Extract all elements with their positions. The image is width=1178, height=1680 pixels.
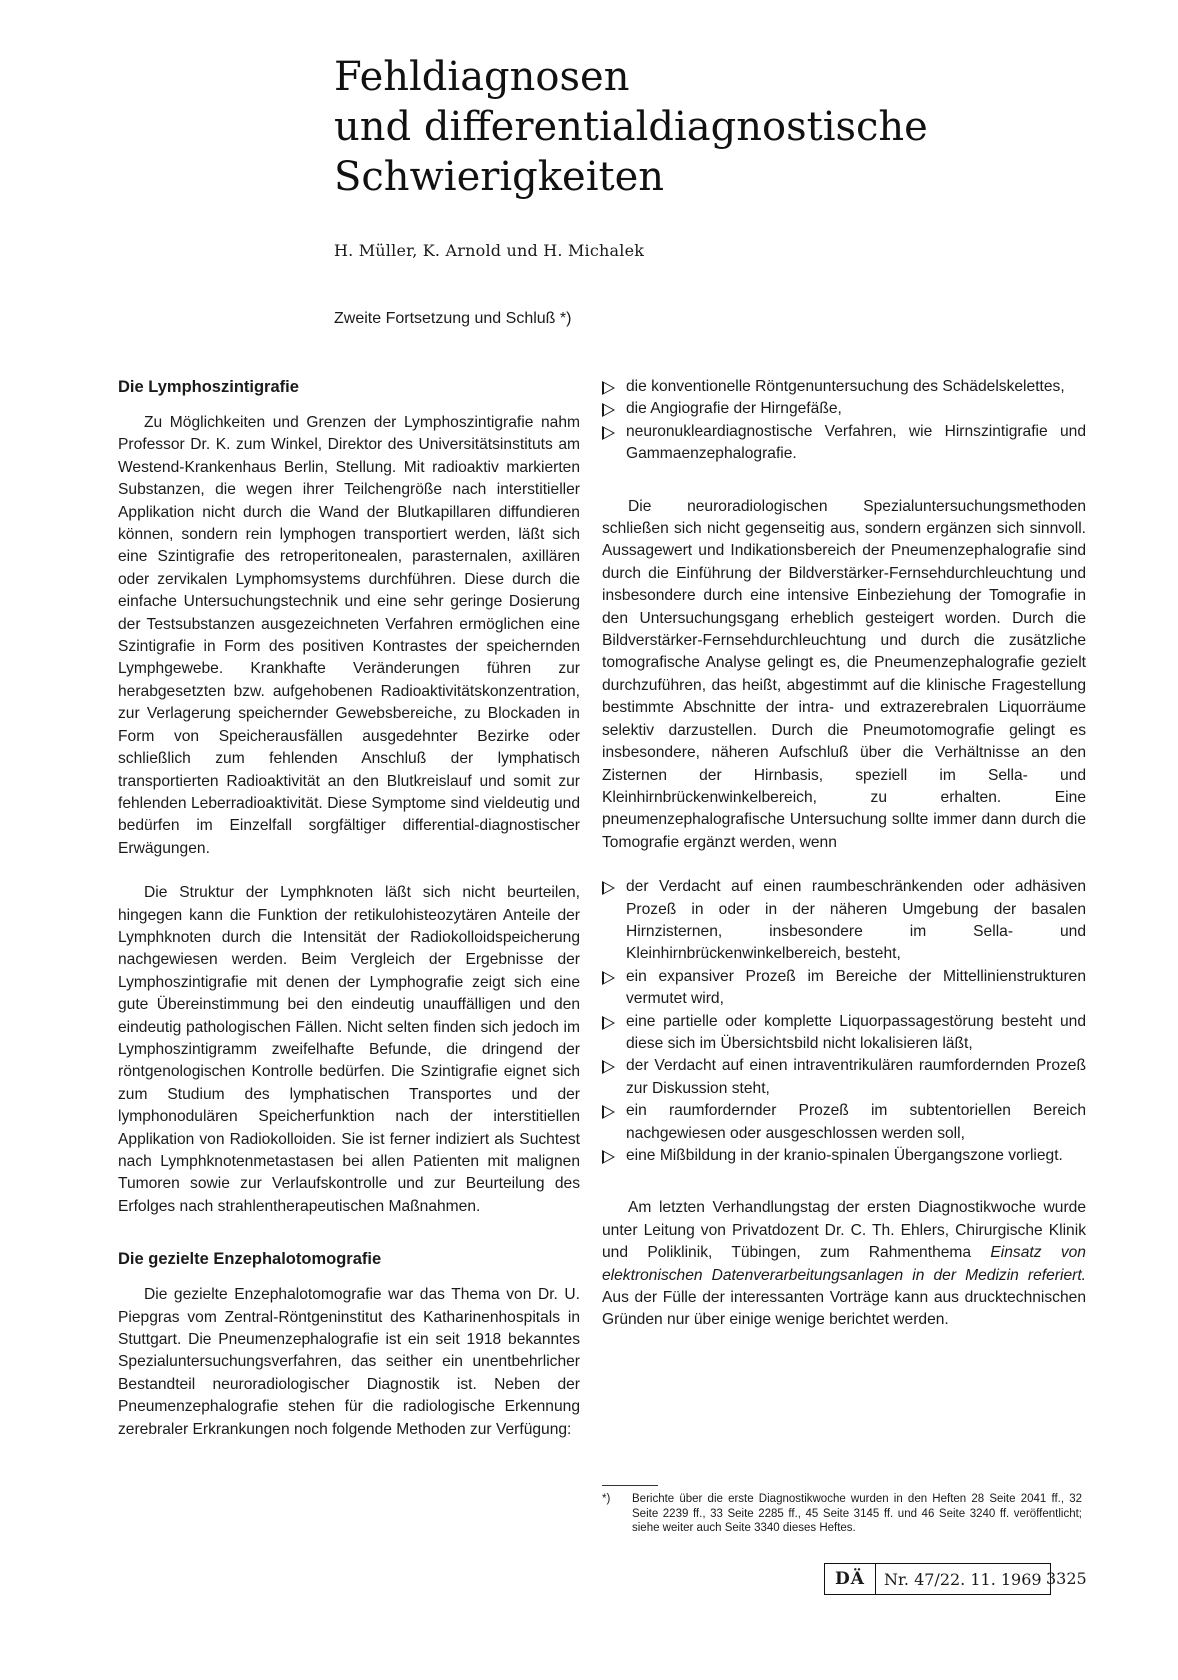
section-heading-lymphoszintigrafie: Die Lymphoszintigrafie (118, 378, 299, 396)
paragraph: Die neuroradiologischen Spezialuntersuchungsmethoden schließen sich nicht gegenseitig aus, sondern ergänzen sich sinnvoll. Aussagewert und Indikationsbereich der Pneumenzephalografie sind durch die Einführung der Bildverstärker-Fernsehdurchleuchtung und insbesondere durch eine intensive Einbeziehung der Tomografie in den Untersuchungsgang erheblich gesteigert worden. Durch die Bildverstärker-Fernsehdurchleuchtung und durch die zusätzliche tomografische Analyse gelingt es, die Pneumenzephalografie gezielt durchzuführen, das heißt, abgestimmt auf die klinische Fragestellung bestimmte Abschnitte der intra- und extrazerebralen Liquorräume selektiv darzustellen. Durch die Pneumotomografie gelingt es insbesondere, näheren Aufschluß über die Verhältnisse an den Zisternen der Hirnbasis, speziell im Sella- und Kleinhirnbrückenwinkelbereich, zu erhalten. Eine pneumenzephalografische Untersuchung sollte immer dann durch die Tomografie ergänzt werden, wenn (602, 497, 1086, 851)
list-item: eine Mißbildung in der kranio-spinalen Übergangszone vorliegt. (602, 1145, 1086, 1167)
list-item: die konventionelle Röntgenuntersuchung des Schädelskelettes, (602, 376, 1086, 398)
footnote-marker: *) (602, 1493, 611, 1505)
triangle-bullet-icon (602, 1060, 615, 1074)
title-line-3: Schwierigkeiten (334, 154, 664, 200)
authors: H. Müller, K. Arnold und H. Michalek (334, 241, 645, 260)
journal-logo: DÄ (824, 1563, 876, 1595)
triangle-bullet-icon (602, 426, 615, 440)
footnote-text: Berichte über die erste Diagnostikwoche wurden in den Heften 28 Seite 2041 ff., 32 Seite 2239 ff., 33 Seite 2285 ff., 45 Seite 3145 ff. und 46 Seite 3240 ff. veröffentlicht; siehe weiter auch Seite 3340 dieses Heftes. (632, 1493, 1082, 1534)
paragraph: Die Struktur der Lymphknoten läßt sich nicht beurteilen, hingegen kann die Funktion der retikulohisteozytären Anteile der Lymphknoten durch die Intensität der Radiokolloidspeicherung nachgewiesen werden. Beim Vergleich der Ergebnisse der Lymphoszintigrafie mit denen der Lymphografie zeigt sich eine gute Übereinstimmung bei den eindeutig unauffälligen und den eindeutig pathologischen Fällen. Nicht selten finden sich jedoch im Lymphoszintigramm zweifelhafte Befunde, die dringend der röntgenologischen Kontrolle bedürfen. Die Szintigrafie eignet sich zum Studium des lymphatischen Transportes und der lymphonodulären Speicherfunktion nach der interstitiellen Applikation von Radiokolloiden. Sie ist ferner indiziert als Suchtest nach Lymphknotenmetastasen bei allen Patienten mit malignen Tumoren sowie zur Verlaufskontrolle und zur Beurteilung des Erfolges nach strahlentherapeutischen Maßnahmen. (118, 884, 580, 1215)
footnote (602, 1492, 1082, 1536)
page-number: 3325 (1046, 1569, 1087, 1588)
methods-list (602, 376, 1086, 466)
list-item: ein expansiver Prozeß im Bereiche der Mittellinienstrukturen vermutet wird, (602, 966, 1086, 1011)
list-item: der Verdacht auf einen intraventrikulären raumfordernden Prozeß zur Diskussion steht, (602, 1055, 1086, 1100)
paragraph: Die gezielte Enzephalotomografie war das Thema von Dr. U. Piepgras vom Zentral-Röntgeninstitut des Katharinenhospitals in Stuttgart. Die Pneumenzephalografie ist ein seit 1918 bekanntes Spezialuntersuchungsverfahren, das seither ein unentbehrlicher Bestandteil neuroradiologischer Diagnostik ist. Neben der Pneumenzephalografie stehen für die radiologische Erkennung zerebraler Erkrankungen noch folgende Methoden zur Verfügung: (118, 1286, 580, 1438)
list-item: neuronukleardiagnostische Verfahren, wie Hirnszintigrafie und Gammaenzephalografie. (602, 421, 1086, 466)
title-line-2: und differentialdiagnostische (334, 104, 928, 150)
list-item: ein raumfordernder Prozeß im subtentoriellen Bereich nachgewiesen oder ausgeschlossen werden soll, (602, 1100, 1086, 1145)
italic-topic: Einsatz von elektronischen Datenverarbeitungsanlagen in der Medizin referiert. (602, 1244, 1086, 1284)
conditions-list (602, 876, 1086, 1167)
triangle-bullet-icon (602, 1016, 615, 1030)
triangle-bullet-icon (602, 1150, 615, 1164)
triangle-bullet-icon (602, 381, 615, 395)
left-column (118, 376, 580, 1441)
list-item: eine partielle oder komplette Liquorpassagestörung besteht und diese sich im Übersichtsbild nicht lokalisieren läßt, (602, 1011, 1086, 1056)
article-title (334, 52, 1094, 202)
triangle-bullet-icon (602, 1105, 615, 1119)
list-item: der Verdacht auf einen raumbeschränkenden oder adhäsiven Prozeß in oder in der näheren Umgebung der basalen Hirnzisternen, insbesondere im Sella- und Kleinhirnbrückenwinkelbereich, besteht, (602, 876, 1086, 966)
right-column (602, 376, 1086, 1332)
paragraph: Am letzten Verhandlungstag der ersten Diagnostikwoche wurde unter Leitung von Privatdozent Dr. C. Th. Ehlers, Chirurgische Klinik und Poliklinik, Tübingen, zum Rahmenthema Einsatz von elektronischen Datenverarbeitungsanlagen in der Medizin referiert. Aus der Fülle der interessanten Vorträge kann aus drucktechnischen Gründen nur über einige wenige berichtet werden. (602, 1199, 1086, 1329)
list-item: die Angiografie der Hirngefäße, (602, 398, 1086, 420)
title-line-1: Fehldiagnosen (334, 54, 630, 100)
journal-footer (824, 1563, 1051, 1595)
triangle-bullet-icon (602, 403, 615, 417)
footnote-divider (602, 1485, 658, 1486)
paragraph: Zu Möglichkeiten und Grenzen der Lymphoszintigrafie nahm Professor Dr. K. zum Winkel, Direktor des Universitätsinstituts am Westend-Krankenhaus Berlin, Stellung. Mit radioaktiv markierten Substanzen, die wegen ihrer Teilchengröße nach interstitieller Applikation nicht durch die Wand der Blutkapillaren diffundieren können, sondern rein lymphogen transportiert werden, läßt sich eine Szintigrafie des retroperitonealen, parasternalen, axillären oder zervikalen Lymphomsystems durchführen. Diese durch die einfache Untersuchungstechnik und eine sehr geringe Dosierung der Testsubstanzen ausgezeichneten Verfahren ermöglichen eine Szintigrafie in Form des positiven Kontrastes der speichernden Lymphgewebe. Krankhafte Veränderungen führen zur herabgesetzten bzw. aufgehobenen Radioaktivitätskonzentration, zur Verlagerung speichernder Gewebsbereiche, zu Blockaden in Form von Speicherausfällen ausgedehnter Bezirke oder schließlich zum fehlenden Anschluß der lymphatisch transportierten Radioaktivität an den Blutkreislauf und somit zur fehlenden Leberradioaktivität. Diese Symptome sind vieldeutig und bedürfen im Einzelfall sorgfältiger differential-diagnostischer Erwägungen. (118, 414, 580, 857)
subtitle: Zweite Fortsetzung und Schluß *) (334, 310, 572, 327)
issue-info: Nr. 47/22. 11. 1969 (876, 1563, 1051, 1595)
triangle-bullet-icon (602, 971, 615, 985)
section-heading-enzephalotomografie: Die gezielte Enzephalotomografie (118, 1250, 382, 1269)
triangle-bullet-icon (602, 881, 615, 895)
